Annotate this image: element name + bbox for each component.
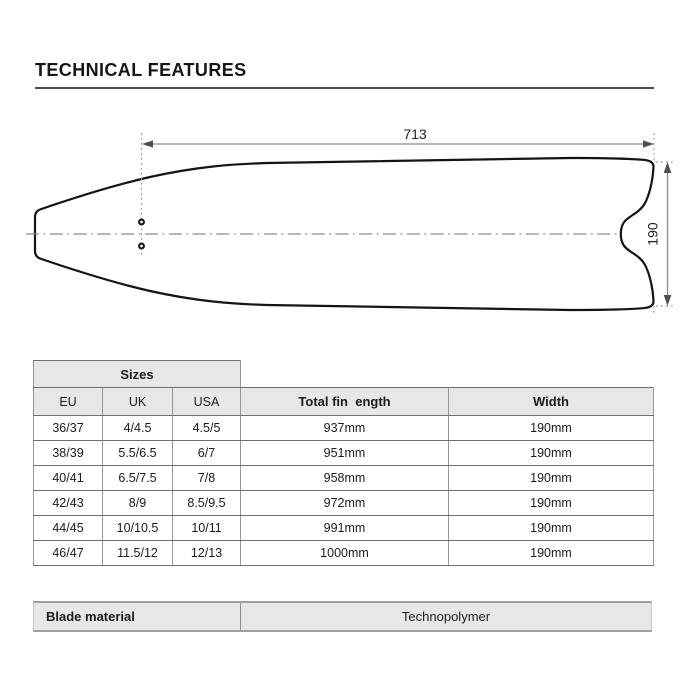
cell-usa: 4.5/5 bbox=[173, 416, 241, 441]
sizes-group-row bbox=[34, 361, 654, 388]
cell-total-length: 937mm bbox=[241, 416, 449, 441]
page-title: TECHNICAL FEATURES bbox=[35, 60, 247, 80]
cell-width: 190mm bbox=[449, 416, 654, 441]
cell-eu: 38/39 bbox=[34, 441, 103, 466]
cell-usa: 8.5/9.5 bbox=[173, 491, 241, 516]
cell-uk: 10/10.5 bbox=[103, 516, 173, 541]
size-row-46-47 bbox=[34, 541, 654, 566]
cell-usa: 10/11 bbox=[173, 516, 241, 541]
col-header-total-fin-length: Total fin ength bbox=[241, 388, 449, 416]
cell-width: 190mm bbox=[449, 491, 654, 516]
cell-width: 190mm bbox=[449, 516, 654, 541]
material-label: Blade material bbox=[34, 603, 241, 630]
length-arrow-left bbox=[142, 140, 153, 147]
cell-width: 190mm bbox=[449, 541, 654, 566]
cell-usa: 6/7 bbox=[173, 441, 241, 466]
cell-total-length: 972mm bbox=[241, 491, 449, 516]
sizes-group-header: Sizes bbox=[34, 361, 241, 388]
mounting-hole-top bbox=[139, 220, 144, 225]
sizes-table bbox=[33, 360, 654, 566]
cell-total-length: 951mm bbox=[241, 441, 449, 466]
cell-usa: 12/13 bbox=[173, 541, 241, 566]
column-header-row bbox=[34, 388, 654, 416]
mounting-hole-bottom bbox=[139, 244, 144, 249]
cell-total-length: 1000mm bbox=[241, 541, 449, 566]
cell-usa: 7/8 bbox=[173, 466, 241, 491]
length-arrow-right bbox=[643, 140, 654, 147]
sizes-group-spacer bbox=[241, 361, 654, 388]
cell-total-length: 958mm bbox=[241, 466, 449, 491]
cell-uk: 6.5/7.5 bbox=[103, 466, 173, 491]
cell-eu: 40/41 bbox=[34, 466, 103, 491]
size-row-44-45 bbox=[34, 516, 654, 541]
fin-dimension-diagram bbox=[0, 110, 700, 350]
size-row-38-39 bbox=[34, 441, 654, 466]
cell-uk: 4/4.5 bbox=[103, 416, 173, 441]
cell-eu: 36/37 bbox=[34, 416, 103, 441]
width-dimension-label: 190 bbox=[644, 222, 661, 246]
width-arrow-top bbox=[664, 162, 672, 173]
cell-eu: 44/45 bbox=[34, 516, 103, 541]
cell-uk: 8/9 bbox=[103, 491, 173, 516]
col-header-eu: EU bbox=[34, 388, 103, 416]
cell-eu: 46/47 bbox=[34, 541, 103, 566]
technical-drawing bbox=[0, 110, 700, 350]
material-row bbox=[33, 601, 652, 632]
size-row-40-41 bbox=[34, 466, 654, 491]
col-header-uk: UK bbox=[103, 388, 173, 416]
cell-total-length: 991mm bbox=[241, 516, 449, 541]
col-header-usa: USA bbox=[173, 388, 241, 416]
cell-uk: 11.5/12 bbox=[103, 541, 173, 566]
length-dimension-label: 713 bbox=[403, 126, 427, 142]
cell-width: 190mm bbox=[449, 441, 654, 466]
size-row-36-37 bbox=[34, 416, 654, 441]
cell-width: 190mm bbox=[449, 466, 654, 491]
width-arrow-bottom bbox=[664, 295, 672, 306]
material-value: Technopolymer bbox=[401, 609, 491, 624]
cell-eu: 42/43 bbox=[34, 491, 103, 516]
cell-uk: 5.5/6.5 bbox=[103, 441, 173, 466]
title-underline bbox=[35, 87, 654, 89]
col-header-width: Width bbox=[449, 388, 654, 416]
size-row-42-43 bbox=[34, 491, 654, 516]
